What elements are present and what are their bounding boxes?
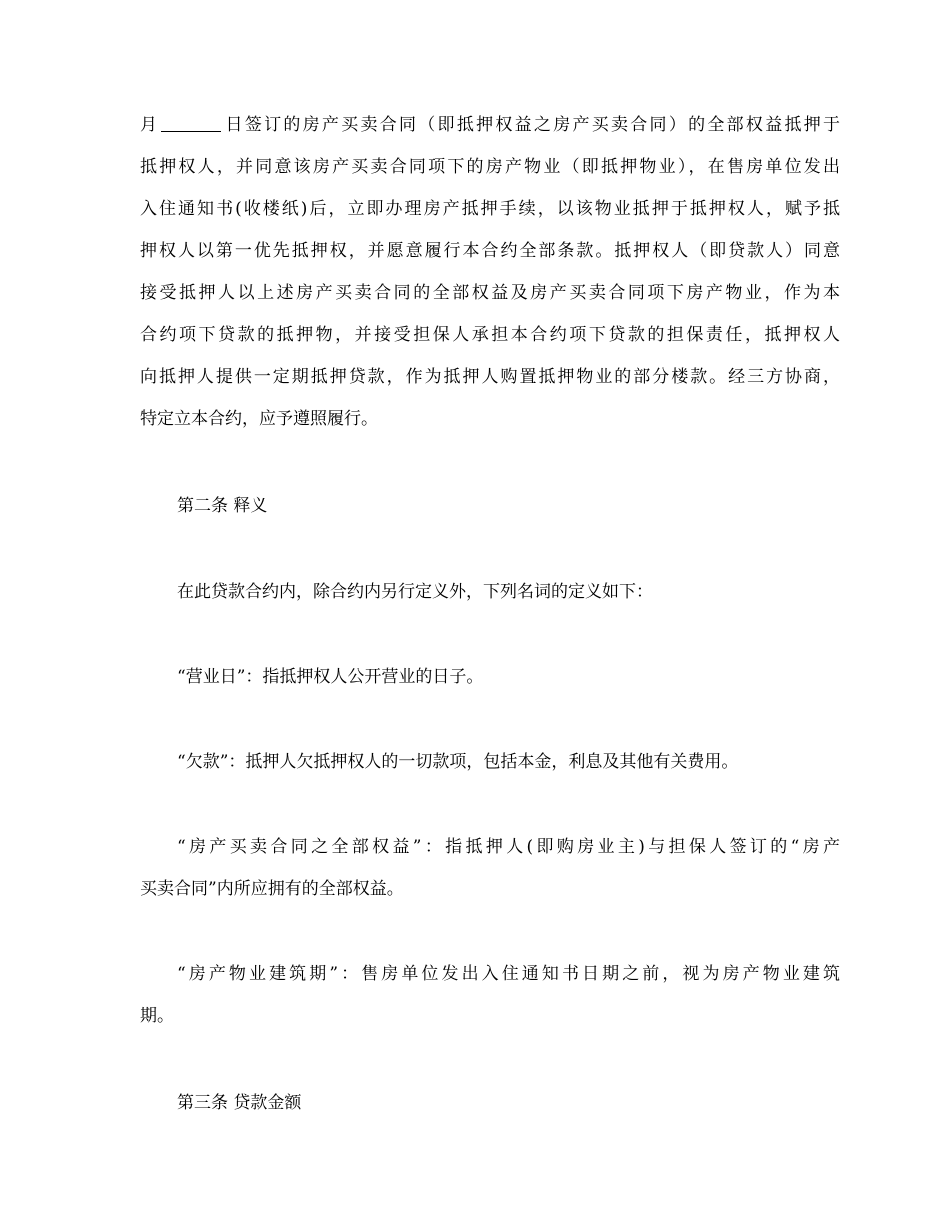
definition-line: “欠款”：抵押人欠抵押权人的一切款项，包括本金，利息及其他有关费用。: [177, 752, 739, 772]
paragraph-line: 押权人以第一优先抵押权，并愿意履行本合约全部条款。抵押权人（即贷款人）同意: [140, 241, 840, 261]
paragraph-line: [140, 113, 840, 137]
definition-line: “营业日”：指抵押权人公开营业的日子。: [177, 667, 484, 687]
article-heading: 第三条 贷款金额: [177, 1093, 302, 1113]
paragraph-line: 在此贷款合约内，除合约内另行定义外，下列名词的定义如下：: [177, 582, 653, 602]
paragraph-line: 向抵押人提供一定期抵押贷款，作为抵押人购置抵押物业的部分楼款。经三方协商，: [140, 367, 840, 387]
definition-line: 买卖合同”内所应拥有的全部权益。: [140, 879, 404, 899]
paragraph-line: 入住通知书(收楼纸)后，立即办理房产抵押手续，以该物业抵押于抵押权人，赋予抵: [140, 199, 840, 219]
article-heading: 第二条 释义: [177, 496, 268, 516]
blank-underline: [161, 115, 221, 132]
definition-line: “房产物业建筑期”：售房单位发出入住通知书日期之前，视为房产物业建筑: [177, 964, 840, 984]
definition-line: “房产买卖合同之全部权益”：指抵押人(即购房业主)与担保人签订的“房产: [177, 837, 840, 857]
paragraph-line: 抵押权人，并同意该房产买卖合同项下的房产物业（即抵押物业），在售房单位发出: [140, 157, 840, 177]
paragraph-line: 接受抵押人以上述房产买卖合同的全部权益及房产买卖合同项下房产物业，作为本: [140, 283, 840, 303]
paragraph-line: 特定立本合约，应予遵照履行。: [140, 409, 378, 429]
text-fragment: 日签订的房产买卖合同（即抵押权益之房产买卖合同）的全部权益抵押于: [223, 115, 840, 135]
text-fragment: 月: [140, 115, 160, 135]
paragraph-line: 合约项下贷款的抵押物，并接受担保人承担本合约项下贷款的担保责任，抵押权人: [140, 325, 840, 345]
definition-line: 期。: [140, 1006, 174, 1026]
